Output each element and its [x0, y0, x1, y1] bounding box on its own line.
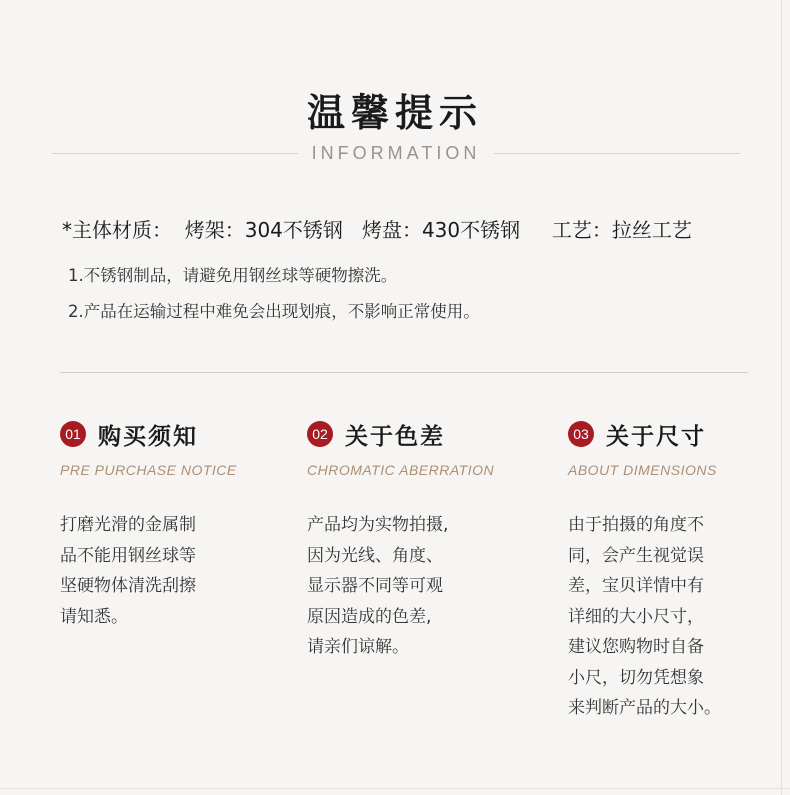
body-line: 建议您购物时自备 [568, 637, 704, 657]
body-line: 因为光线、角度、 [307, 545, 443, 566]
section-english-title: ABOUT DIMENSIONS [568, 462, 717, 478]
body-line: 来判断产品的大小。 [568, 698, 721, 718]
body-line: 显示器不同等可观 [307, 576, 443, 596]
body-line: 差，宝贝详情中有 [568, 576, 704, 596]
care-note-1: 1.不锈钢制品，请避免用钢丝球等硬物擦洗。 [68, 266, 398, 285]
body-line: 请知悉。 [60, 606, 128, 627]
body-line: 品不能用钢丝球等 [60, 545, 196, 566]
page-subtitle: INFORMATION [311, 142, 481, 163]
subtitle-line-right [494, 153, 740, 154]
body-line: 由于拍摄的角度不 [568, 515, 704, 535]
body-line: 打磨光滑的金属制 [60, 515, 196, 535]
section-english-title: CHROMATIC ABERRATION [307, 462, 495, 478]
section-heading [60, 418, 237, 450]
care-note-2: 2.产品在运输过程中难免会出现划痕，不影响正常使用。 [68, 302, 480, 321]
body-line: 坚硬物体清洗刮擦 [60, 576, 196, 596]
section-heading [307, 418, 494, 450]
material-line: *主体材质： 烤架：304不锈钢 烤盘：430不锈钢 工艺：拉丝工艺 [62, 218, 692, 242]
section-number-badge: 01 [60, 421, 86, 447]
section-purchase-notice [60, 418, 237, 632]
body-line: 原因造成的色差, [307, 606, 432, 627]
body-line: 小尺，切勿凭想象 [568, 667, 704, 688]
section-heading [568, 418, 743, 450]
frame-border-bottom [0, 788, 790, 789]
section-body [60, 510, 220, 632]
section-number-badge: 02 [307, 421, 333, 447]
section-divider [60, 372, 748, 373]
body-line: 详细的大小尺寸， [568, 606, 704, 627]
section-title: 关于尺寸 [606, 423, 706, 450]
body-line: 同，会产生视觉误 [568, 545, 704, 566]
subtitle-line-left [52, 153, 298, 154]
section-dimensions [568, 418, 743, 724]
section-english-title: PRE PURCHASE NOTICE [60, 462, 237, 478]
section-number-badge: 03 [568, 421, 594, 447]
subtitle-row [52, 141, 740, 165]
section-title: 购买须知 [98, 423, 198, 450]
section-body [307, 510, 482, 663]
section-body [568, 510, 743, 724]
page-title: 温馨提示 [306, 91, 483, 135]
section-color-difference [307, 418, 494, 663]
body-line: 请亲们谅解。 [307, 637, 409, 657]
body-line: 产品均为实物拍摄, [307, 515, 449, 535]
section-title: 关于色差 [345, 423, 445, 450]
